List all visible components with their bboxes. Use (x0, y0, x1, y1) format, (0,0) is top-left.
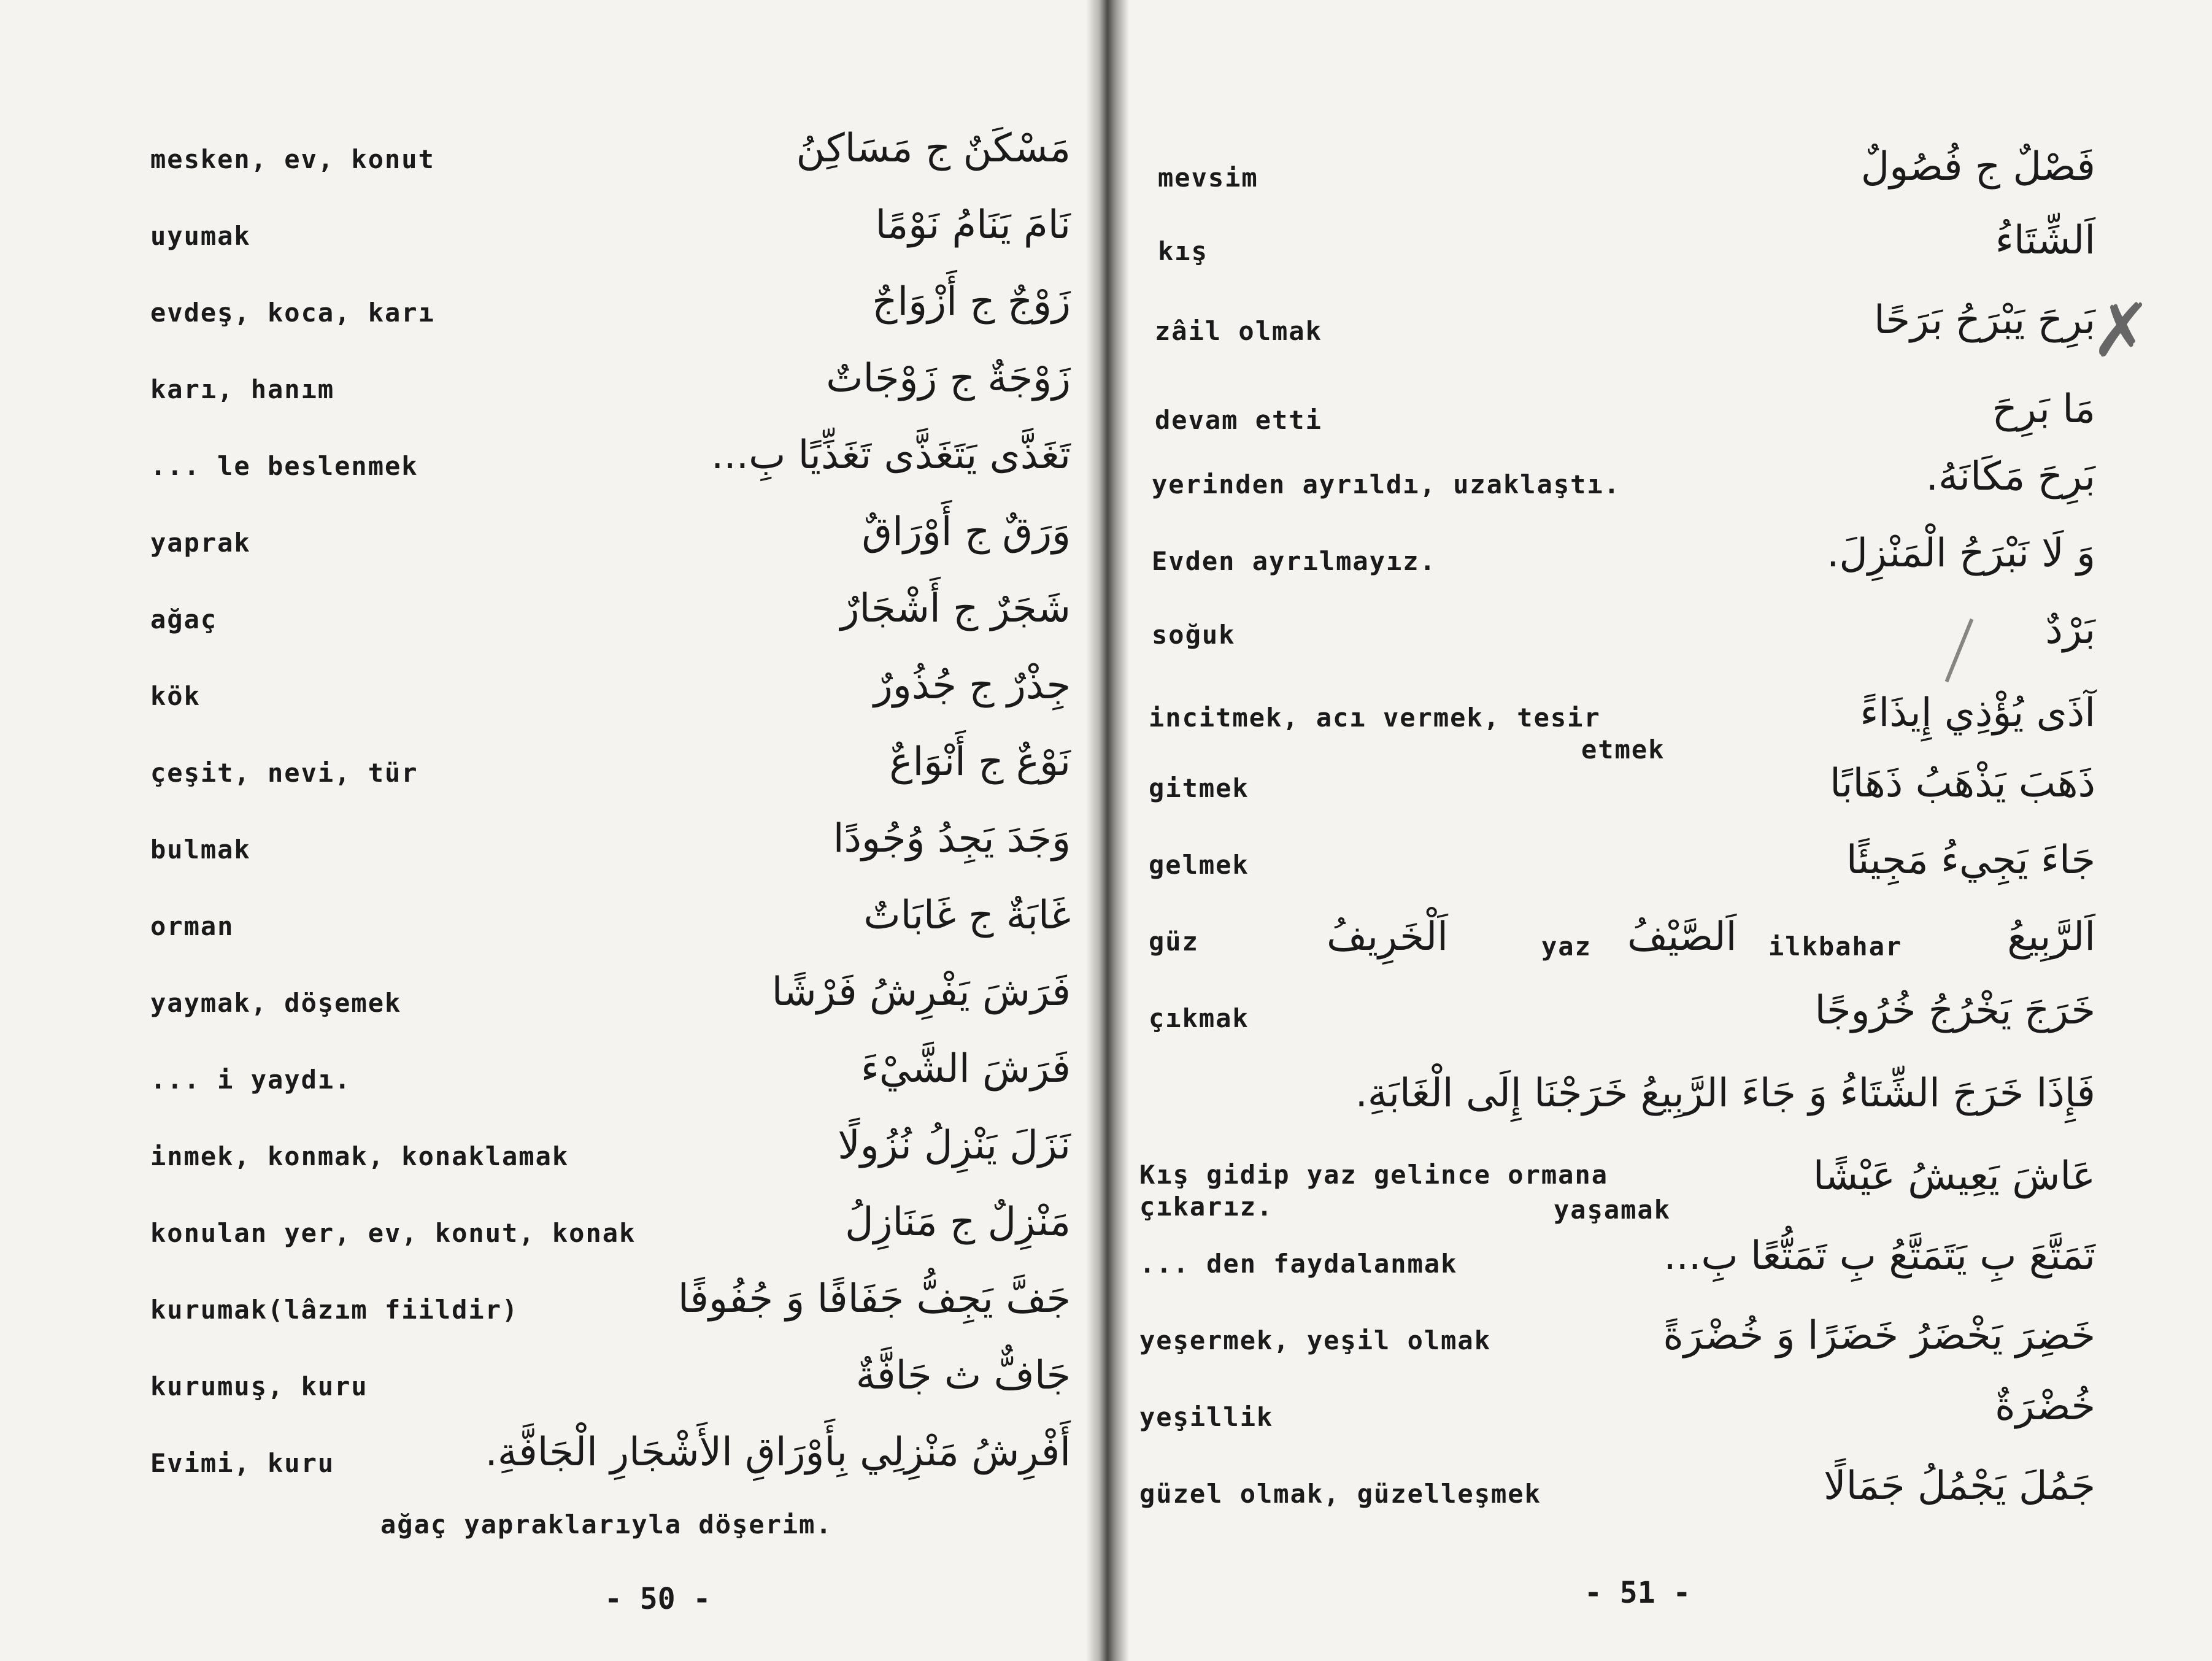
left-entry-1-tr: uyumak (150, 221, 251, 251)
right-sentence-ar: فَإِذَا خَرَجَ الشِّتَاءُ وَ جَاءَ الرَّبِيعُ خَرَجْنَا إِلَى الْغَابَةِ. (1355, 1071, 2095, 1116)
right-entry-7-tr: incitmek, acı vermek, tesir (1149, 703, 1601, 733)
right-entry-6-tr: soğuk (1152, 620, 1236, 650)
right-entry-15-tr: yeşermek, yeşil olmak (1139, 1325, 1492, 1355)
right-entry-13-ar: عَاشَ يَعِيشُ عَيْشًا (1813, 1154, 2095, 1199)
left-entry-10-tr: orman (150, 911, 234, 941)
left-entry-16-tr: kurumuş, kuru (150, 1371, 368, 1401)
left-entry-14-tr: konulan yer, ev, konut, konak (150, 1218, 636, 1248)
right-spring-ar: اَلرَّبِيعُ (2007, 914, 2095, 960)
right-entry-7-ar: آذَى يُؤْذِي إِيذَاءً (1860, 690, 2095, 736)
right-entry-17-ar: جَمُلَ يَجْمُلُ جَمَالًا (1824, 1463, 2095, 1509)
right-entry-14-ar: تَمَتَّعَ بِ يَتَمَتَّعُ بِ تَمَتُّعًا بِ... (1663, 1233, 2095, 1279)
left-entry-9-tr: bulmak (150, 834, 251, 865)
right-entry-13-tr-live: yaşamak (1554, 1195, 1671, 1225)
right-entry-11-tr: çıkmak (1149, 1003, 1249, 1033)
right-entry-8-ar: ذَهَبَ يَذْهَبُ ذَهَابًا (1830, 761, 2095, 806)
left-entry-14-ar: مَنْزِلٌ ج مَنَازِلُ (845, 1200, 1071, 1245)
left-entry-5-ar: وَرَقٌ ج أَوْرَاقٌ (861, 509, 1071, 555)
right-entry-13-tr: Kış gidip yaz gelince ormana (1139, 1160, 1609, 1190)
right-entry-3-ar: مَا بَرِحَ (1992, 387, 2095, 432)
left-entry-12-ar: فَرَشَ الشَّيْءَ (860, 1046, 1071, 1092)
right-entry-13-tr-cont: çıkarız. (1139, 1192, 1274, 1222)
left-entry-2-ar: زَوْجٌ ج أَزْوَاجٌ (872, 279, 1071, 325)
left-entry-1-ar: نَامَ يَنَامُ نَوْمًا (875, 202, 1071, 248)
left-entry-10-ar: غَابَةٌ ج غَابَاتٌ (863, 893, 1071, 938)
right-summer-tr: yaz (1541, 931, 1592, 962)
right-entry-4-ar: بَرِحَ مَكَانَهُ. (1925, 454, 2095, 499)
right-entry-17-tr: güzel olmak, güzelleşmek (1139, 1479, 1541, 1509)
left-entry-5-tr: yaprak (150, 528, 251, 558)
right-entry-1-ar: اَلشِّتَاءُ (1995, 218, 2095, 263)
right-page (1112, 0, 2212, 1661)
right-entry-1-tr: kış (1158, 236, 1208, 266)
right-spring-tr: ilkbahar (1768, 931, 1903, 962)
right-entry-10-tr: güz (1149, 927, 1199, 957)
left-entry-4-ar: تَغَذَّى يَتَغَذَّى تَغَذِّيًا بِ... (711, 433, 1071, 478)
right-entry-9-ar: جَاءَ يَجِيءُ مَجِيئًا (1846, 838, 2095, 883)
left-entry-4-tr: ... le beslenmek (150, 451, 418, 481)
left-page (0, 0, 1098, 1661)
right-entry-8-tr: gitmek (1149, 773, 1249, 803)
left-entry-8-tr: çeşit, nevi, tür (150, 758, 418, 788)
left-entry-6-ar: شَجَرٌ ج أَشْجَارٌ (840, 586, 1071, 631)
left-entry-8-ar: نَوْعٌ ج أَنْوَاعٌ (889, 739, 1071, 785)
right-entry-0-tr: mevsim (1158, 163, 1258, 193)
right-entry-9-tr: gelmek (1149, 850, 1249, 880)
right-autumn-ar: اَلْخَرِيفُ (1327, 914, 1448, 960)
right-entry-3-tr: devam etti (1155, 405, 1322, 435)
right-entry-4-tr: yerinden ayrıldı, uzaklaştı. (1152, 469, 1621, 499)
left-entry-17-ar: أَفْرِشُ مَنْزِلِي بِأَوْرَاقِ الأَشْجَارِ الْجَافَّةِ. (485, 1430, 1071, 1475)
left-entry-13-ar: نَزَلَ يَنْزِلُ نُزُولًا (838, 1123, 1071, 1168)
right-entry-6-ar: بَرْدٌ (2045, 607, 2095, 653)
right-entry-16-tr: yeşillik (1139, 1402, 1274, 1432)
right-entry-2-ar: بَرِحَ يَبْرَحُ بَرَحًا (1873, 298, 2095, 343)
right-entry-0-ar: فَصْلٌ ج فُصُولٌ (1860, 144, 2095, 190)
right-summer-ar: اَلصَّيْفُ (1627, 914, 1737, 960)
right-entry-11-ar: خَرَجَ يَخْرُجُ خُرُوجًا (1814, 988, 2095, 1033)
left-entry-6-tr: ağaç (150, 604, 218, 634)
left-entry-2-tr: evdeş, koca, karı (150, 298, 435, 328)
left-entry-17-tr: Evimi, kuru (150, 1448, 335, 1478)
left-entry-15-ar: جَفَّ يَجِفُّ جَفَافًا وَ جُفُوفًا (677, 1276, 1071, 1322)
left-entry-13-tr: inmek, konmak, konaklamak (150, 1141, 569, 1171)
left-entry-9-ar: وَجَدَ يَجِدُ وُجُودًا (833, 816, 1071, 861)
margin-x-mark: ✗ (2091, 288, 2152, 374)
left-entry-0-tr: mesken, ev, konut (150, 144, 435, 174)
left-entry-3-tr: karı, hanım (150, 374, 335, 404)
right-entry-7-tr-cont: etmek (1581, 734, 1665, 765)
left-entry-11-ar: فَرَشَ يَفْرِشُ فَرْشًا (771, 969, 1071, 1015)
left-entry-12-tr: ... i yaydı. (150, 1065, 352, 1095)
right-entry-5-ar: وَ لَا نَبْرَحُ الْمَنْزِلَ. (1827, 531, 2095, 576)
right-entry-14-tr: ... den faydalanmak (1139, 1249, 1458, 1279)
left-entry-7-tr: kök (150, 681, 201, 711)
right-entry-15-ar: خَضِرَ يَخْضَرُ خَضَرًا وَ خُضْرَةً (1663, 1313, 2095, 1358)
right-entry-5-tr: Evden ayrılmayız. (1152, 546, 1436, 576)
left-page-number: - 50 - (604, 1582, 711, 1616)
left-entry-7-ar: جِذْرٌ ج جُذُورٌ (873, 663, 1071, 708)
right-page-number: - 51 - (1584, 1576, 1691, 1610)
left-entry-16-ar: جَافٌّ ث جَافَّةٌ (855, 1353, 1071, 1398)
book-gutter (1086, 0, 1129, 1661)
left-continuation: ağaç yapraklarıyla döşerim. (380, 1509, 833, 1540)
pencil-stroke (1945, 619, 1974, 682)
left-entry-0-ar: مَسْكَنٌ ج مَسَاكِنُ (796, 126, 1071, 171)
left-entry-11-tr: yaymak, döşemek (150, 988, 402, 1018)
left-entry-15-tr: kurumak(lâzım fiildir) (150, 1295, 519, 1325)
right-entry-16-ar: خُضْرَةٌ (1995, 1384, 2095, 1429)
left-entry-3-ar: زَوْجَةٌ ج زَوْجَاتٌ (826, 356, 1071, 401)
right-entry-2-tr: zâil olmak (1155, 316, 1322, 346)
